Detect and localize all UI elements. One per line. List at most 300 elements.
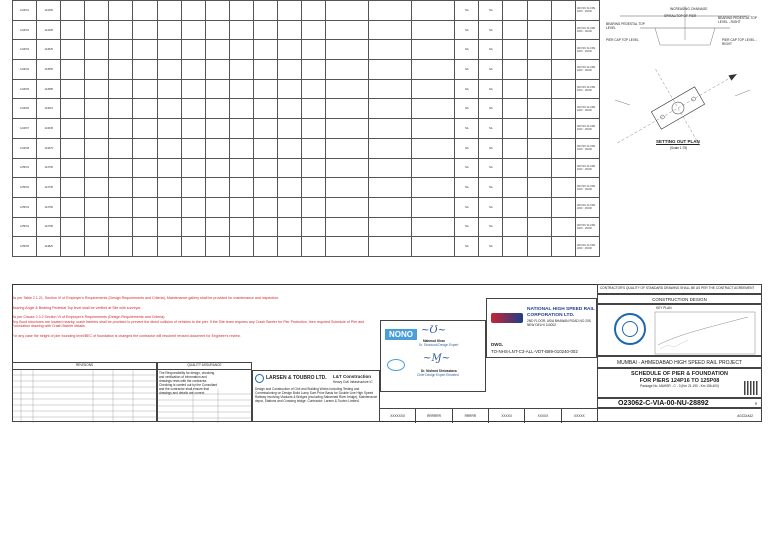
value-cell <box>157 237 181 257</box>
na-cell: NA <box>455 217 479 237</box>
value-cell <box>109 119 133 139</box>
qa-table <box>157 362 252 422</box>
detail-note-cell <box>412 178 455 198</box>
value-cell <box>253 119 277 139</box>
key-plan-box <box>597 304 762 356</box>
detail-note-cell <box>326 138 369 158</box>
value-cell <box>253 20 277 40</box>
detail-note-cell <box>412 158 455 178</box>
revisions-header: REVISIONS <box>13 363 156 370</box>
value-cell <box>551 60 575 80</box>
value-cell <box>85 178 109 198</box>
value-cell <box>302 40 326 60</box>
na-cell: NA <box>455 20 479 40</box>
chainage-cell: 124735 <box>37 178 61 198</box>
value-cell <box>278 20 302 40</box>
detail-note-cell <box>412 79 455 99</box>
remark-cell: CROSS SLOPE 1000 : 16000 <box>575 178 599 198</box>
chainage-cell: 124825 <box>37 237 61 257</box>
value-cell <box>109 217 133 237</box>
value-cell <box>278 158 302 178</box>
na-cell: NA <box>479 40 503 60</box>
key-plan-label: KEY PLAN <box>656 306 672 310</box>
value-cell <box>181 217 205 237</box>
value-cell <box>278 197 302 217</box>
detail-note-cell <box>369 138 412 158</box>
na-cell: NA <box>455 197 479 217</box>
na-cell: NA <box>455 79 479 99</box>
value-cell <box>551 20 575 40</box>
remark-cell: CROSS SLOPE 1000 : 16000 <box>575 197 599 217</box>
lt-construction: L&T Construction <box>333 374 371 379</box>
value-cell <box>181 40 205 60</box>
value-cell <box>133 197 157 217</box>
detail-note-cell <box>326 79 369 99</box>
table-row <box>13 237 600 257</box>
chainage-cell: 124705 <box>37 158 61 178</box>
sheet-title-line1: SCHEDULE OF PIER & FOUNDATION <box>630 371 729 377</box>
signer1-role: Sr. Structural Design Expert <box>419 343 459 347</box>
na-cell: NA <box>479 158 503 178</box>
setting-out-plan <box>600 0 768 160</box>
na-cell: NA <box>479 1 503 21</box>
pier-id-cell: 124P04 <box>13 60 37 80</box>
value-cell <box>503 79 527 99</box>
lt-sub: Heavy Civil Infrastructure IC <box>333 380 373 384</box>
value-cell <box>61 20 85 40</box>
na-cell: NA <box>479 99 503 119</box>
value-cell <box>205 197 229 217</box>
value-cell <box>157 79 181 99</box>
footer-right-code: AGCD/A42 <box>737 414 753 418</box>
value-cell <box>61 158 85 178</box>
value-cell <box>503 60 527 80</box>
value-cell <box>551 237 575 257</box>
value-cell <box>205 60 229 80</box>
value-cell <box>278 178 302 198</box>
value-cell <box>133 40 157 60</box>
na-cell: NA <box>455 119 479 139</box>
value-cell <box>85 79 109 99</box>
pier-id-cell: 125P05 <box>13 237 37 257</box>
value-cell <box>61 99 85 119</box>
detail-note-cell <box>369 178 412 198</box>
value-cell <box>527 178 551 198</box>
footer-cell: XXXXX <box>489 409 525 423</box>
revisions-table <box>12 362 157 422</box>
value-cell <box>109 138 133 158</box>
value-cell <box>503 158 527 178</box>
value-cell <box>85 217 109 237</box>
na-cell: NA <box>455 237 479 257</box>
table-row <box>13 197 600 217</box>
value-cell <box>253 138 277 158</box>
value-cell <box>181 119 205 139</box>
detail-note-cell <box>369 20 412 40</box>
value-cell <box>157 178 181 198</box>
value-cell <box>253 237 277 257</box>
pier-id-cell: 124P02 <box>13 20 37 40</box>
detail-note-cell <box>326 20 369 40</box>
pier-id-cell: 124P01 <box>13 1 37 21</box>
value-cell <box>109 79 133 99</box>
pier-id-cell: 125P03 <box>13 197 37 217</box>
remark-cell: CROSS SLOPE 1000 : 16000 <box>575 40 599 60</box>
value-cell <box>503 237 527 257</box>
value-cell <box>157 197 181 217</box>
value-cell <box>302 158 326 178</box>
nono-stamp: NONO <box>385 329 417 340</box>
value-cell <box>278 119 302 139</box>
value-cell <box>133 237 157 257</box>
pier-id-cell: 124P06 <box>13 99 37 119</box>
value-cell <box>229 99 253 119</box>
pier-schedule-table <box>12 0 600 257</box>
remark-cell: CROSS SLOPE 1000 : 16000 <box>575 99 599 119</box>
revisions-grid <box>13 369 158 423</box>
na-cell: NA <box>455 158 479 178</box>
na-cell: NA <box>455 178 479 198</box>
table-row <box>13 20 600 40</box>
remark-cell: CROSS SLOPE 1000 : 16000 <box>575 158 599 178</box>
value-cell <box>205 138 229 158</box>
table-row <box>13 40 600 60</box>
plan-title: SETTING OUT PLAN <box>656 139 700 144</box>
detail-note-cell <box>369 158 412 178</box>
table-row <box>13 158 600 178</box>
table-row <box>13 217 600 237</box>
value-cell <box>109 60 133 80</box>
plan-scale: (Scale 1:75) <box>670 146 688 150</box>
value-cell <box>551 178 575 198</box>
detail-note-cell <box>369 237 412 257</box>
value-cell <box>253 158 277 178</box>
value-cell <box>85 60 109 80</box>
value-cell <box>229 20 253 40</box>
chainage-cell: 124585 <box>37 79 61 99</box>
value-cell <box>302 79 326 99</box>
footer-cell: XXXXXXX <box>380 409 416 423</box>
value-cell <box>61 217 85 237</box>
value-cell <box>527 99 551 119</box>
dwg-label: DWG. <box>491 342 504 347</box>
value-cell <box>61 138 85 158</box>
detail-note-cell <box>326 178 369 198</box>
detail-note-cell <box>412 217 455 237</box>
value-cell <box>157 40 181 60</box>
drawing-code: O23062-C-VIA-00-NU-28892 <box>618 400 709 407</box>
value-cell <box>229 79 253 99</box>
value-cell <box>551 158 575 178</box>
signer1-name: Mahmud Khan <box>423 339 445 343</box>
value-cell <box>503 178 527 198</box>
tcap-logo <box>387 359 405 371</box>
value-cell <box>85 158 109 178</box>
na-cell: NA <box>479 197 503 217</box>
na-cell: NA <box>479 119 503 139</box>
qr-code <box>744 381 758 395</box>
value-cell <box>133 158 157 178</box>
na-cell: NA <box>479 237 503 257</box>
value-cell <box>181 138 205 158</box>
chainage-cell: 124645 <box>37 119 61 139</box>
lt-name: LARSEN & TOUBRO LTD. <box>266 375 327 381</box>
table-row <box>13 119 600 139</box>
detail-note-cell <box>412 237 455 257</box>
value-cell <box>503 119 527 139</box>
value-cell <box>229 237 253 257</box>
pier-id-cell: 124P08 <box>13 138 37 158</box>
value-cell <box>157 60 181 80</box>
chainage-cell: 124465 <box>37 1 61 21</box>
value-cell <box>302 20 326 40</box>
detail-note-cell <box>369 197 412 217</box>
value-cell <box>527 60 551 80</box>
remark-cell: CROSS SLOPE 1000 : 16000 <box>575 79 599 99</box>
value-cell <box>229 217 253 237</box>
footer-right-strip <box>597 408 762 422</box>
value-cell <box>181 197 205 217</box>
signature-1: ~Ʊ~ <box>421 325 447 336</box>
value-cell <box>205 79 229 99</box>
value-cell <box>133 119 157 139</box>
design-header: CONSTRUCTION DESIGN <box>597 294 762 304</box>
value-cell <box>205 20 229 40</box>
value-cell <box>551 99 575 119</box>
value-cell <box>85 119 109 139</box>
na-cell: NA <box>479 79 503 99</box>
nhsrcl-name: NATIONAL HIGH SPEED RAIL CORPORATION LTD. <box>527 307 595 318</box>
na-cell: NA <box>479 138 503 158</box>
value-cell <box>278 99 302 119</box>
qa-grid <box>158 389 253 423</box>
remark-cell: CROSS SLOPE 1000 : 16000 <box>575 60 599 80</box>
detail-note-cell <box>326 119 369 139</box>
value-cell <box>85 20 109 40</box>
chainage-cell: 124795 <box>37 217 61 237</box>
value-cell <box>61 197 85 217</box>
detail-note-cell <box>412 1 455 21</box>
value-cell <box>253 40 277 60</box>
value-cell <box>503 20 527 40</box>
value-cell <box>551 217 575 237</box>
value-cell <box>229 178 253 198</box>
detail-note-cell <box>412 60 455 80</box>
detail-note-cell <box>369 60 412 80</box>
value-cell <box>181 237 205 257</box>
value-cell <box>109 237 133 257</box>
value-cell <box>551 119 575 139</box>
value-cell <box>527 197 551 217</box>
increasing-chainage-label: INCREASING CHAINAGE <box>670 7 708 11</box>
pier-id-cell: 124P03 <box>13 40 37 60</box>
value-cell <box>85 138 109 158</box>
detail-note-cell <box>369 119 412 139</box>
value-cell <box>133 178 157 198</box>
signature-2: ~Ɱ~ <box>423 353 450 364</box>
value-cell <box>229 197 253 217</box>
detail-note-cell <box>369 79 412 99</box>
value-cell <box>302 1 326 21</box>
table-row <box>13 79 600 99</box>
value-cell <box>527 237 551 257</box>
value-cell <box>205 158 229 178</box>
value-cell <box>527 79 551 99</box>
drawing-code-box <box>597 398 762 408</box>
detail-note-cell <box>369 1 412 21</box>
value-cell <box>157 138 181 158</box>
value-cell <box>85 197 109 217</box>
value-cell <box>302 178 326 198</box>
value-cell <box>61 178 85 198</box>
na-cell: NA <box>479 178 503 198</box>
detail-note-cell <box>326 197 369 217</box>
value-cell <box>109 178 133 198</box>
pier-top-left-label: PIER CAP TOP LEVEL <box>606 38 639 42</box>
detail-note-cell <box>326 99 369 119</box>
remark-cell: CROSS SLOPE 1000 : 16000 <box>575 20 599 40</box>
value-cell <box>109 197 133 217</box>
value-cell <box>181 1 205 21</box>
chainage-cell: 124495 <box>37 20 61 40</box>
value-cell <box>302 119 326 139</box>
detail-note-cell <box>412 119 455 139</box>
value-cell <box>181 20 205 40</box>
sheet-title-box <box>597 368 762 398</box>
table-row <box>13 138 600 158</box>
detail-note-cell <box>369 40 412 60</box>
bearing-pedestal-right-label: BEARING PEDESTAL TOP LEVEL - RIGHT <box>718 16 757 24</box>
na-cell: NA <box>455 1 479 21</box>
value-cell <box>85 1 109 21</box>
value-cell <box>302 197 326 217</box>
bearing-pedestal-left-label: BEARING PEDESTAL TOP LEVEL <box>606 22 645 30</box>
value-cell <box>61 79 85 99</box>
value-cell <box>551 40 575 60</box>
value-cell <box>278 217 302 237</box>
value-cell <box>229 60 253 80</box>
value-cell <box>109 158 133 178</box>
footer-cell: XXXXX <box>573 414 585 418</box>
scope-text: Design and Construction of Civil and Building Works including Testing and Commissioning on Design Build Lump Sum Price Basis for Double Line High Speed Railway involving Viaducts & Bridges (excluding Sabarmati River bridge), Maintenance depot, Stations and Crossing bridge. Contractor: Larsen & Toubro Limited. <box>255 387 378 403</box>
remark-cell: CROSS SLOPE 1000 : 16000 <box>575 237 599 257</box>
value-cell <box>157 158 181 178</box>
pier-id-cell: 124P07 <box>13 119 37 139</box>
value-cell <box>229 119 253 139</box>
value-cell <box>157 1 181 21</box>
value-cell <box>133 79 157 99</box>
chainage-cell: 124525 <box>37 40 61 60</box>
value-cell <box>61 1 85 21</box>
contractor-note: CONTRACTOR'S QUALITY OF STANDARD DRAWING SHALL BE AS PER THE CONTRACT AGREEMENT <box>597 284 762 294</box>
lt-small-logo <box>255 374 264 383</box>
value-cell <box>503 40 527 60</box>
value-cell <box>205 1 229 21</box>
value-cell <box>253 99 277 119</box>
value-cell <box>157 119 181 139</box>
value-cell <box>205 178 229 198</box>
pier-id-cell: 125P04 <box>13 217 37 237</box>
value-cell <box>229 40 253 60</box>
approval-box <box>380 320 486 392</box>
footer-cell: RRRRRR <box>416 409 452 423</box>
nhsrcl-logo <box>491 313 523 323</box>
detail-note-cell <box>412 20 455 40</box>
detail-note-cell <box>369 217 412 237</box>
value-cell <box>133 138 157 158</box>
remark-cell: CROSS SLOPE 1000 : 16000 <box>575 1 599 21</box>
value-cell <box>109 99 133 119</box>
value-cell <box>181 79 205 99</box>
nhsrcl-box <box>486 298 597 358</box>
chainage-cell: 124765 <box>37 197 61 217</box>
value-cell <box>527 217 551 237</box>
value-cell <box>205 119 229 139</box>
value-cell <box>253 60 277 80</box>
detail-note-cell <box>326 158 369 178</box>
signer2-role: Chief Design Expert Elevated <box>417 373 459 377</box>
footer-cell: XXXXX <box>525 409 561 423</box>
value-cell <box>85 99 109 119</box>
value-cell <box>253 1 277 21</box>
dwg-number: TO-NHS-LNT-C3-ALL-VDT-B89-010240-002 <box>491 349 578 354</box>
detail-note-cell <box>412 99 455 119</box>
value-cell <box>157 217 181 237</box>
lt-logo <box>614 313 646 345</box>
value-cell <box>229 1 253 21</box>
detail-note-cell <box>326 217 369 237</box>
pier-id-cell: 125P01 <box>13 158 37 178</box>
detail-note-cell <box>369 99 412 119</box>
value-cell <box>133 217 157 237</box>
value-cell <box>229 158 253 178</box>
note-item: Bearing Angle & Bearing Pedestal Top level shall be verified at Site with surveyor. <box>12 305 142 310</box>
value-cell <box>253 217 277 237</box>
pier-id-cell: 124P05 <box>13 79 37 99</box>
value-cell <box>205 237 229 257</box>
remark-cell: CROSS SLOPE 1000 : 16000 <box>575 119 599 139</box>
detail-note-cell <box>412 138 455 158</box>
value-cell <box>181 60 205 80</box>
value-cell <box>133 1 157 21</box>
contractor-block <box>252 370 380 422</box>
project-title: MUMBAI - AHMEDABAD HIGH SPEED RAIL PROJECT <box>597 356 762 368</box>
na-cell: NA <box>455 99 479 119</box>
na-cell: NA <box>479 20 503 40</box>
value-cell <box>85 40 109 60</box>
value-cell <box>253 178 277 198</box>
value-cell <box>133 20 157 40</box>
value-cell <box>253 197 277 217</box>
remark-cell: CROSS SLOPE 1000 : 16000 <box>575 138 599 158</box>
value-cell <box>503 138 527 158</box>
footer-strip <box>380 408 597 423</box>
detail-note-cell <box>326 237 369 257</box>
rev-label: R <box>754 402 757 406</box>
value-cell <box>302 99 326 119</box>
value-cell <box>109 40 133 60</box>
value-cell <box>253 79 277 99</box>
pier-top-right-label: PIER CAP TOP LEVEL - RIGHT <box>722 38 757 46</box>
value-cell <box>503 99 527 119</box>
na-cell: NA <box>455 40 479 60</box>
detail-note-cell <box>326 40 369 60</box>
note-item: As per Clause 2.3.2 Section VI of Employer's Requirements (Design Requirements and Criteria). <box>12 315 166 319</box>
value-cell <box>503 1 527 21</box>
value-cell <box>157 99 181 119</box>
detail-note-cell <box>326 60 369 80</box>
package-text: Package No. MAHSR - C - 3 (Km 21.190 - Km 156.400) <box>640 384 719 388</box>
